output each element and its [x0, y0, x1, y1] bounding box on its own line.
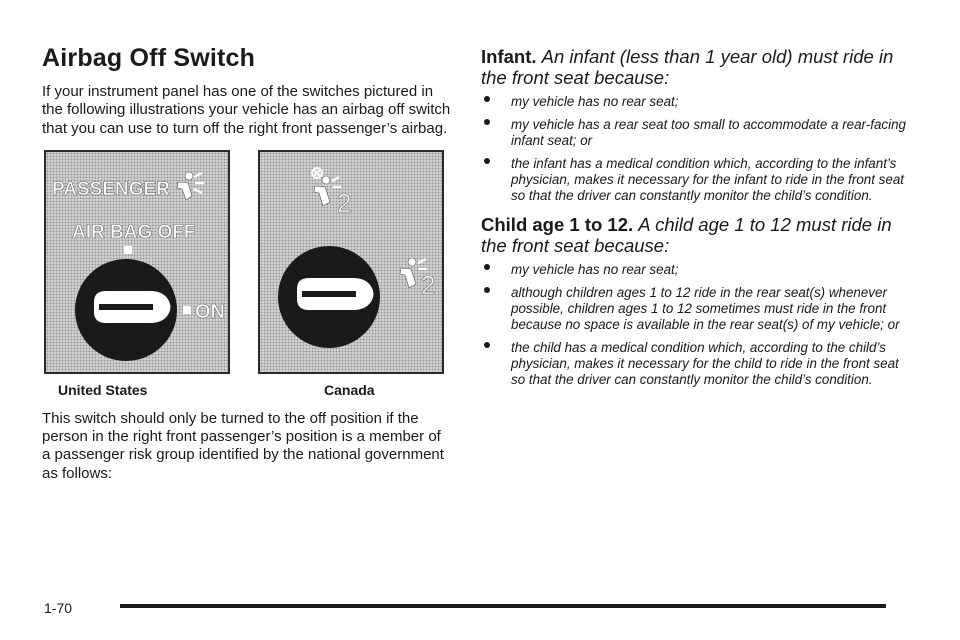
us-passenger-label: PASSENGER	[52, 178, 170, 200]
canada-bottom-digit: 2	[421, 269, 436, 300]
left-column	[42, 44, 452, 483]
list-item: although children ages 1 to 12 ride in the rear seat(s) whenever possible, children ages 1 to 12 sometimes must ride in the front because no space is available in the rear seat(s) of my vehicle; or	[481, 285, 911, 333]
infant-heading-lead: Infant.	[481, 46, 537, 67]
footer-divider	[120, 604, 886, 608]
canada-switch-drawing	[260, 152, 442, 372]
page-title: Airbag Off Switch	[42, 44, 256, 72]
list-item: my vehicle has a rear seat too small to accommodate a rear-facing infant seat; or	[481, 117, 911, 149]
us-switch-drawing	[46, 152, 228, 372]
child-heading-text: A child age 1 to 12 must ride in the front seat because:	[481, 214, 892, 256]
right-column	[481, 46, 911, 398]
us-switch-illustration	[44, 150, 230, 374]
infant-heading	[481, 46, 911, 88]
child-heading	[481, 214, 911, 256]
us-on-label: ON	[195, 300, 225, 323]
list-item: the infant has a medical condition which, according to the infant’s physician, makes it necessary for the infant to ride in the front seat so that the driver can constantly monitor the child’s condition.	[481, 156, 911, 204]
infant-bullet-list	[481, 94, 911, 204]
us-airbag-off-label: AIR BAG OFF	[72, 221, 196, 243]
list-item: my vehicle has no rear seat;	[481, 94, 911, 110]
child-bullet-list	[481, 262, 911, 388]
canada-caption: Canada	[324, 381, 375, 398]
switch-illustrations	[42, 150, 452, 400]
infant-heading-text: An infant (less than 1 year old) must ride in the front seat because:	[481, 46, 894, 88]
risk-group-paragraph: This switch should only be turned to the off position if the person in the right front passenger’s position is a member of a passenger risk group identified by the national government as follows:	[42, 409, 444, 482]
canada-switch-illustration	[258, 150, 444, 374]
page-number: 1-70	[44, 600, 73, 616]
intro-paragraph: If your instrument panel has one of the switches pictured in the following illustrations your vehicle has an airbag off switch that you can use to turn off the right front passenger’s airbag.	[42, 83, 451, 137]
list-item: the child has a medical condition which, according to the child’s physician, makes it necessary for the child to ride in the front seat so that the driver can constantly monitor the child’s condition.	[481, 340, 911, 388]
passenger-airbag-icon	[177, 172, 204, 200]
child-heading-lead: Child age 1 to 12.	[481, 214, 634, 235]
canada-top-digit: 2	[337, 187, 352, 218]
list-item: my vehicle has no rear seat;	[481, 262, 911, 278]
us-caption: United States	[58, 381, 148, 398]
on-indicator-mark	[183, 306, 191, 314]
off-indicator-mark	[124, 246, 132, 254]
